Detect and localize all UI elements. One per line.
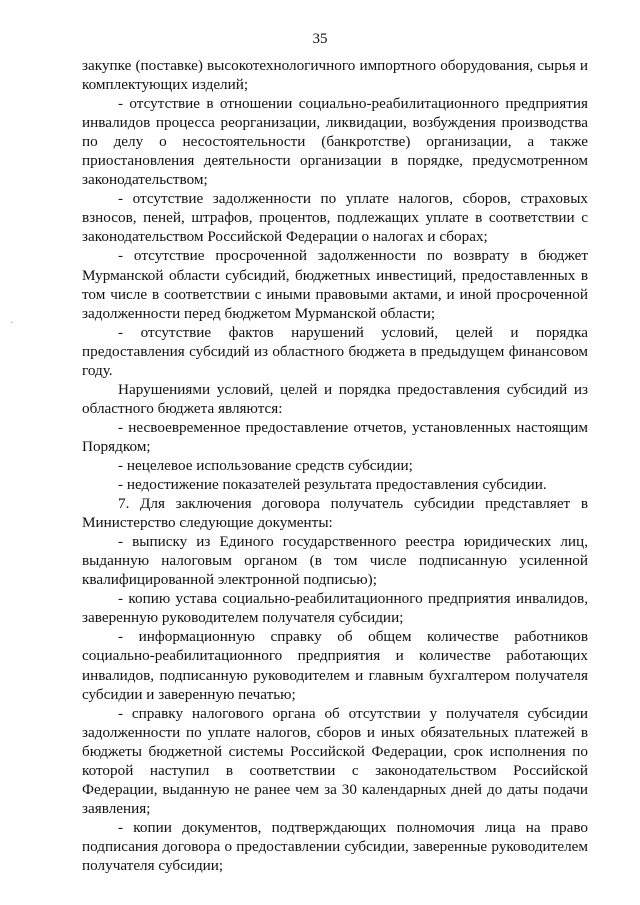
paragraph: 7. Для заключения договора получатель субсидии представляет в Министерство следующие документы: xyxy=(82,495,588,532)
paragraph: закупке (поставке) высокотехнологичного импортного оборудования, сырья и комплектующих изделий; xyxy=(82,57,588,94)
paragraph: - выписку из Единого государственного реестра юридических лиц, выданную налоговым органом (в том числе подписанную усиленной квалифицированной электронной подписью); xyxy=(82,533,588,589)
paragraph: - несвоевременное предоставление отчетов, установленных настоящим Порядком; xyxy=(82,418,588,455)
document-body xyxy=(82,56,588,875)
paragraph: - нецелевое использование средств субсидии; xyxy=(118,456,413,474)
page-number: 35 xyxy=(312,31,328,47)
paragraph: - недостижение показателей результата предоставления субсидии. xyxy=(118,476,547,494)
paragraph: - информационную справку об общем количестве работников социально-реабилитационного предприятия и количестве работающих инвалидов, подписанную руководителем и главным бухгалтером получателя субсидии и заверенную печатью; xyxy=(82,628,588,703)
paragraph: Нарушениями условий, целей и порядка предоставления субсидий из областного бюджета являются: xyxy=(82,380,588,417)
paragraph: - копии документов, подтверждающих полномочия лица на право подписания договора о предоставлении субсидии, заверенные руководителем получателя субсидии; xyxy=(82,818,588,874)
margin-mark: · xyxy=(10,318,14,329)
paragraph: - копию устава социально-реабилитационного предприятия инвалидов, заверенную руководителем получателя субсидии; xyxy=(82,590,588,627)
paragraph: - отсутствие фактов нарушений условий, целей и порядка предоставления субсидий из областного бюджета в предыдущем финансовом году. xyxy=(82,323,588,379)
paragraph: - отсутствие в отношении социально-реабилитационного предприятия инвалидов процесса реорганизации, ликвидации, возбуждения производства по делу о несостоятельности (банкротстве) организации, а также приостановления деятельности организации в порядке, предусмотренном законодательством; xyxy=(82,95,588,189)
paragraph: - отсутствие просроченной задолженности по возврату в бюджет Мурманской области субсидий, бюджетных инвестиций, предоставленных в том числе в соответствии с иными правовыми актами, и иной просроченной задолженности перед бюджетом Мурманской области; xyxy=(82,247,588,322)
paragraph: - отсутствие задолженности по уплате налогов, сборов, страховых взносов, пеней, штрафов, процентов, подлежащих уплате в соответствии с законодательством Российской Федерации о налогах и сборах; xyxy=(82,190,588,246)
paragraph: - справку налогового органа об отсутствии у получателя субсидии задолженности по уплате налогов, сборов и иных обязательных платежей в бюджеты бюджетной системы Российской Федерации, срок исполнения по которой наступил в соответствии с законодательством Российской Федерации, выданную не ранее чем за 30 календарных дней до даты подачи заявления; xyxy=(82,704,588,817)
